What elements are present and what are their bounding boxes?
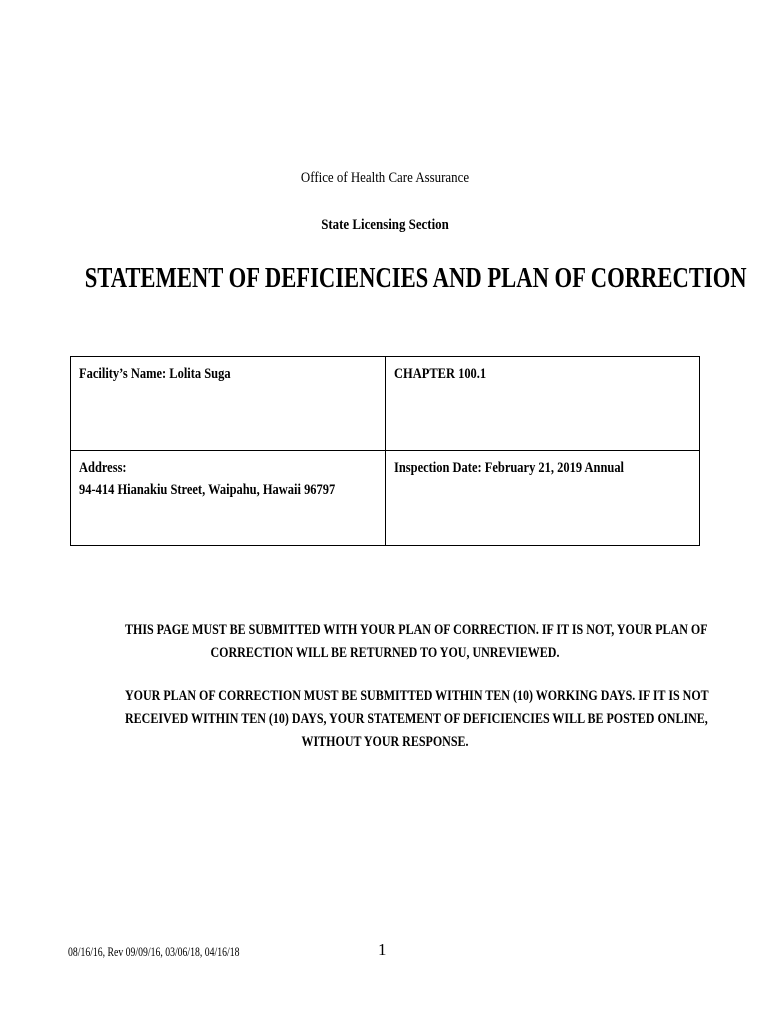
document-title: STATEMENT OF DEFICIENCIES AND PLAN OF CORRECTION <box>84 262 747 294</box>
notice-line: WITHOUT YOUR RESPONSE. <box>301 734 469 750</box>
facility-info-table <box>70 356 700 546</box>
notice-line: THIS PAGE MUST BE SUBMITTED WITH YOUR PLAN OF CORRECTION. IF IT IS NOT, YOUR PLAN OF <box>125 622 708 638</box>
chapter-label: CHAPTER 100.1 <box>394 366 487 382</box>
notice-line: YOUR PLAN OF CORRECTION MUST BE SUBMITTED WITHIN TEN (10) WORKING DAYS. IF IT IS NOT <box>125 688 709 704</box>
deadline-notice <box>60 685 710 754</box>
address-value: 94-414 Hianakiu Street, Waipahu, Hawaii 96797 <box>79 482 336 498</box>
submission-notice <box>60 619 710 665</box>
facility-name: Facility’s Name: Lolita Suga <box>79 366 231 382</box>
notice-line: RECEIVED WITHIN TEN (10) DAYS, YOUR STATEMENT OF DEFICIENCIES WILL BE POSTED ONLINE, <box>125 711 708 727</box>
office-name: Office of Health Care Assurance <box>300 170 470 186</box>
address-label: Address: <box>79 460 127 476</box>
facility-name-cell <box>71 357 386 451</box>
revision-dates: 08/16/16, Rev 09/09/16, 03/06/18, 04/16/18 <box>68 945 240 959</box>
address-cell <box>71 451 386 545</box>
inspection-date: Inspection Date: February 21, 2019 Annual <box>394 460 625 476</box>
page-number: 1 <box>378 940 387 959</box>
chapter-cell <box>386 357 700 451</box>
inspection-cell <box>386 451 700 545</box>
section-name: State Licensing Section <box>321 217 449 233</box>
notice-line: CORRECTION WILL BE RETURNED TO YOU, UNREVIEWED. <box>210 645 560 661</box>
